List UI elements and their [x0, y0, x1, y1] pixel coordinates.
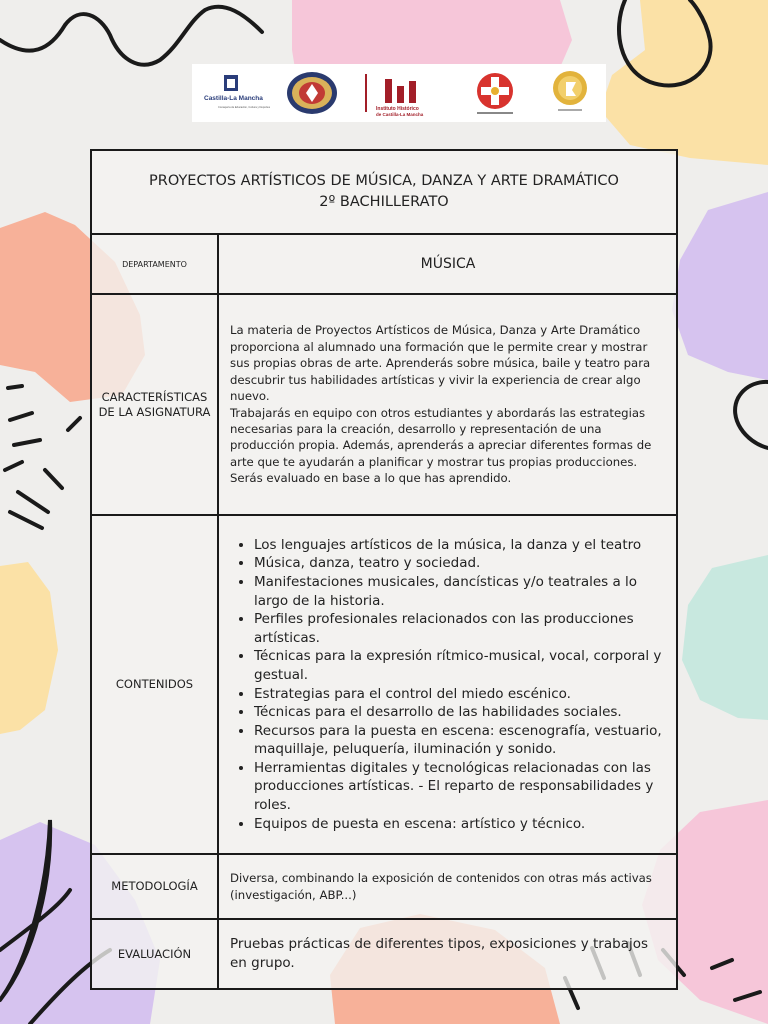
characteristics-paragraph-2: Trabajarás en equipo con otros estudiantes y abordarás las estrategias necesarias para la creación, desarrollo y representación de una producción propia. Además, aprenderás a apreciar diferentes formas de arte que te ayudarán a planificar y mostrar tus propias producciones. Serás evaluado en base a lo que has aprendido.: [230, 405, 652, 486]
characteristics-description: [218, 294, 677, 515]
instituto-logo-subtext: de Castilla-La Mancha: [375, 112, 424, 117]
institution-logos-strip: [192, 64, 606, 122]
squiggle-top-left: [0, 7, 262, 65]
list-item: • Los lenguajes artísticos de la música, la danza y el teatro: [254, 536, 666, 555]
lavender-blob-right: [672, 192, 768, 380]
evaluation-label: EVALUACIÓN: [91, 919, 218, 989]
yellow-blob-left: [0, 562, 58, 734]
instituto-historico-logo: [363, 69, 445, 117]
gold-seal-logo: [546, 69, 594, 117]
department-value: MÚSICA: [218, 234, 677, 294]
list-item: • Herramientas digitales y tecnológicas relacionadas con las producciones artísticas. - El reparto de responsabilidades y roles.: [254, 759, 666, 815]
list-item: • Estrategias para el control del miedo escénico.: [254, 685, 666, 704]
castilla-la-mancha-logo: [204, 70, 271, 116]
castilla-logo-text: Castilla-La Mancha: [204, 95, 264, 102]
characteristics-paragraph-1: La materia de Proyectos Artísticos de Música, Danza y Arte Dramático proporciona al alumnado una formación que le permite crear y mostrar sus propias obras de arte. Aprenderás sobre música, baile y teatro para descubrir tus habilidades artísticas y vivir la experiencia de crear algo nuevo.: [230, 323, 651, 404]
dash-marks-left: [5, 386, 80, 528]
methodology-text: Diversa, combinando la exposición de contenidos con otras más activas (investigación, ABP...): [218, 854, 677, 919]
list-item: • Recursos para la puesta en escena: escenografía, vestuario, maquillaje, peluquería, iluminación y sonido.: [254, 722, 666, 759]
red-cross-emblem-logo: [469, 69, 521, 117]
mint-blob-right: [682, 555, 768, 720]
document-title: PROYECTOS ARTÍSTICOS DE MÚSICA, DANZA Y ARTE DRAMÁTICO: [149, 173, 619, 189]
list-item: • Equipos de puesta en escena: artístico y técnico.: [254, 815, 666, 834]
list-item: • Técnicas para la expresión rítmico-musical, vocal, corporal y gestual.: [254, 647, 666, 684]
document-title-cell: [91, 150, 677, 234]
squiggle-mid-right: [735, 382, 768, 448]
contents-label: CONTENIDOS: [91, 515, 218, 854]
instituto-logo-text: Instituto Histórico: [375, 106, 419, 112]
subject-info-table: [90, 149, 678, 990]
list-item: • Técnicas para el desarrollo de las habilidades sociales.: [254, 703, 666, 722]
evaluation-text: Pruebas prácticas de diferentes tipos, exposiciones y trabajos en grupo.: [218, 919, 677, 989]
castilla-logo-subtext: Consejería de Educación, Cultura y Deportes: [218, 106, 271, 109]
list-item: • Música, danza, teatro y sociedad.: [254, 554, 666, 573]
list-item: • Perfiles profesionales relacionados con las producciones artísticas.: [254, 610, 666, 647]
methodology-label: METODOLOGÍA: [91, 854, 218, 919]
list-item: • Manifestaciones musicales, dancísticas y/o teatrales a lo largo de la historia.: [254, 573, 666, 610]
school-crest-logo: [285, 69, 339, 117]
contents-cell: [218, 515, 677, 854]
contents-list: [230, 536, 666, 834]
document-subtitle: 2º BACHILLERATO: [319, 194, 449, 210]
characteristics-label: CARACTERÍSTICAS DE LA ASIGNATURA: [91, 294, 218, 515]
department-label: DEPARTAMENTO: [91, 234, 218, 294]
